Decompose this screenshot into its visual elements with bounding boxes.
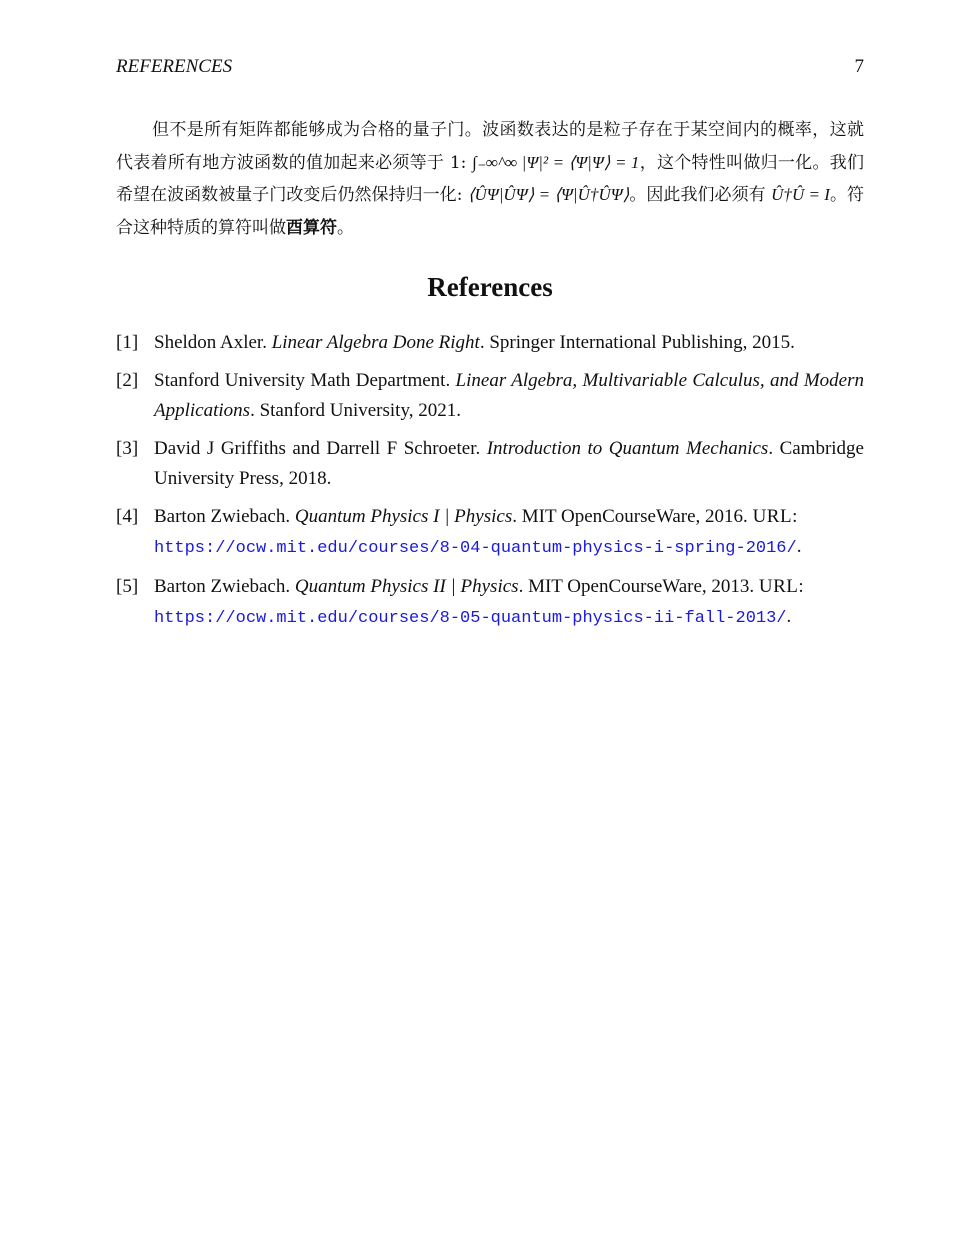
body-paragraph: [116, 114, 864, 244]
reference-list: [116, 328, 864, 642]
reference-label: [5]: [116, 576, 139, 597]
reference-authors: Barton Zwiebach.: [154, 506, 295, 527]
reference-label: [4]: [116, 506, 139, 527]
reference-publisher: . MIT OpenCourseWare, 2016.: [512, 506, 753, 527]
reference-title: Quantum Physics I | Physics: [294, 506, 513, 527]
reference-label: [1]: [116, 332, 139, 353]
paragraph-line-4-text: 因此我们必须有: [646, 185, 772, 205]
reference-title: Linear Algebra, Multivariable Calculus, and Modern Applications: [154, 370, 864, 421]
paragraph-line-4-mid: 。符合这种特质的算符叫做: [116, 185, 865, 238]
reference-item: [116, 434, 864, 494]
reference-url-link[interactable]: https://ocw.mit.edu/courses/8-05-quantum-physics-ii-fall-2013/: [154, 609, 787, 628]
reference-authors: Sheldon Axler.: [154, 332, 272, 353]
paragraph-line-4-tail: 。: [337, 217, 354, 238]
paragraph-line-2-tail: ，这个特性叫: [639, 152, 744, 173]
reference-title: Quantum Physics II | Physics: [294, 576, 519, 597]
reference-title: Introduction to Quantum Mechanics: [486, 438, 769, 459]
reference-item: [116, 502, 864, 564]
reference-url-tail: .: [786, 606, 792, 627]
unitary-operator-term: 酉算符: [286, 217, 337, 238]
reference-authors: Barton Zwiebach.: [154, 576, 295, 597]
page: [116, 0, 864, 1260]
page-number: 7: [854, 56, 864, 77]
reference-item: [116, 572, 864, 634]
url-keyword: URL:: [758, 576, 805, 597]
reference-publisher: . Stanford University, 2021.: [250, 400, 461, 421]
normalization-integral-equation: ∫₋∞^∞ |Ψ|² = ⟨Ψ|Ψ⟩ = 1: [472, 152, 640, 172]
reference-authors: Stanford University Math Department.: [154, 370, 456, 391]
reference-publisher: . Cambridge University Press, 2018.: [154, 438, 864, 489]
running-header-title: REFERENCES: [116, 56, 233, 77]
reference-authors: David J Griffiths and Darrell F Schroeter.: [154, 438, 487, 459]
paragraph-line-1: 但不是所有矩阵都能够成为合格的量子门。波函数表达的是粒子存在于某空间内的概: [152, 120, 795, 140]
reference-url-link[interactable]: https://ocw.mit.edu/courses/8-04-quantum-physics-i-spring-2016/: [154, 539, 797, 558]
paragraph-line-3-text: 做归一化。我们希望在波函数被量子门改变后仍然保持归一化:: [116, 152, 864, 205]
reference-item: [116, 366, 864, 426]
reference-label: [3]: [116, 438, 139, 459]
references-heading: References: [427, 272, 553, 302]
reference-item: [116, 328, 864, 358]
running-header: [116, 56, 864, 80]
paragraph-line-3-tail: 。: [629, 185, 647, 205]
inner-product-equation: ⟨ÛΨ|ÛΨ⟩ = ⟨Ψ|Û†ÛΨ⟩: [467, 185, 630, 204]
reference-url-tail: .: [796, 536, 802, 557]
unitary-condition-equation: Û†Û = I: [771, 185, 830, 204]
url-keyword: URL:: [752, 506, 798, 527]
reference-label: [2]: [116, 370, 139, 391]
paragraph-line-2-text: 率，这就代表着所有地方波函数的值加起来必须等于 1:: [116, 120, 864, 173]
reference-publisher: . Springer International Publishing, 2015.: [479, 332, 795, 353]
reference-publisher: . MIT OpenCourseWare, 2013.: [518, 576, 759, 597]
reference-title: Linear Algebra Done Right: [271, 332, 480, 353]
